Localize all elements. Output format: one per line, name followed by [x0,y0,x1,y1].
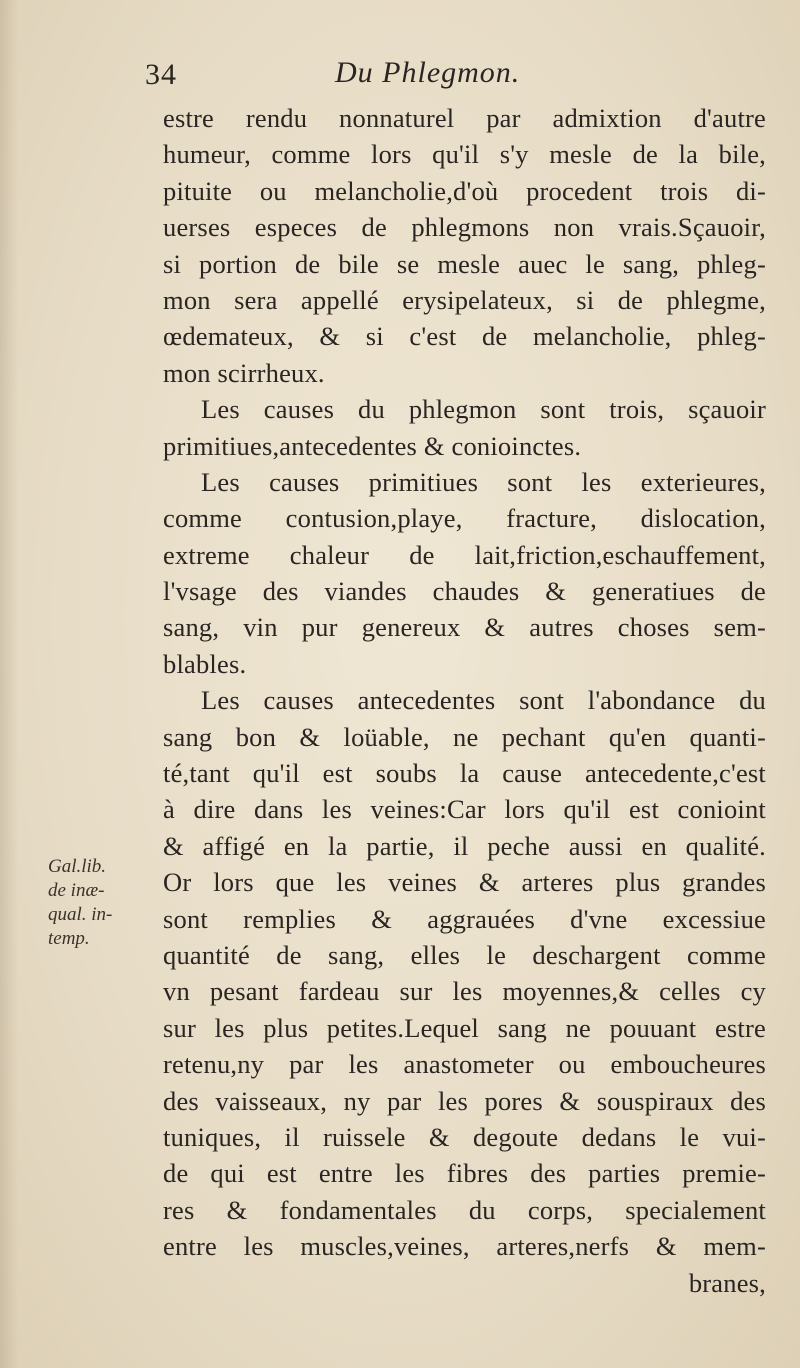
running-head: Du Phlegmon. [335,56,521,89]
text-line: de qui est entre les fibres des parties premie- [163,1158,766,1189]
text-line: quantité de sang, elles le deschargent comme [163,939,766,970]
text-line: œdemateux, & si c'est de melancholie, phleg- [163,321,766,352]
text-line: tuniques, il ruissele & degoute dedans le vui- [163,1121,766,1152]
text-line: entre les muscles,veines, arteres,nerfs & mem- [163,1231,766,1262]
text-line: sang, vin pur genereux & autres choses sem- [163,612,766,643]
page-number: 34 [145,58,177,91]
margin-note-line: temp. [48,928,90,949]
text-line: Les causes antecedentes sont l'abondance du [201,685,766,716]
text-line: à dire dans les veines:Car lors qu'il est conioint [163,794,766,825]
text-line: res & fondamentales du corps, specialement [163,1194,766,1225]
page-header [145,50,745,98]
text-line: retenu,ny par les anastometer ou emboucheures [163,1049,766,1080]
text-line: estre rendu nonnaturel par admixtion d'autre [163,103,766,133]
text-line: mon sera appellé erysipelateux, si de phlegme, [163,284,766,315]
text-line: uerses especes de phlegmons non vrais.Sçauoir, [163,212,766,243]
text-line: branes, [688,1267,766,1298]
text-line: sont remplies & aggrauées d'vne excessiue [163,903,766,934]
text-line: humeur, comme lors qu'il s'y mesle de la bile, [163,139,766,170]
text-line: pituite ou melancholie,d'où procedent trois di- [163,175,766,206]
text-line: blables. [163,648,247,679]
margin-note-line: de inæ- [48,880,105,901]
text-line: sang bon & loüable, ne pechant qu'en quanti- [163,721,766,752]
text-line: vn pesant fardeau sur les moyennes,& celles cy [163,976,766,1007]
body-text [163,100,766,1301]
text-line: primitiues,antecedentes & conioinctes. [163,430,582,461]
text-line: Les causes du phlegmon sont trois, sçauoir [201,394,766,425]
text-line: té,tant qu'il est soubs la cause antecedente,c'est [163,758,766,789]
text-line: des vaisseaux, ny par les pores & souspiraux des [163,1085,766,1116]
text-line: & affigé en la partie, il peche aussi en qualité. [163,830,766,861]
margin-note [48,855,148,951]
text-line: Les causes primitiues sont les exterieures, [201,466,766,497]
margin-note-line: qual. in- [48,904,113,925]
page-edge-shadow [0,0,18,1368]
text-line: si portion de bile se mesle auec le sang, phleg- [163,248,766,279]
text-line: extreme chaleur de lait,friction,eschauffement, [163,539,766,570]
text-line: sur les plus petites.Lequel sang ne pouuant estre [163,1012,766,1043]
text-line: Or lors que les veines & arteres plus grandes [163,867,766,898]
text-line: l'vsage des viandes chaudes & generatiues de [163,576,766,607]
text-line: mon scirrheux. [163,357,325,388]
margin-note-line: Gal.lib. [48,856,107,877]
text-line: comme contusion,playe, fracture, dislocation, [163,503,766,534]
